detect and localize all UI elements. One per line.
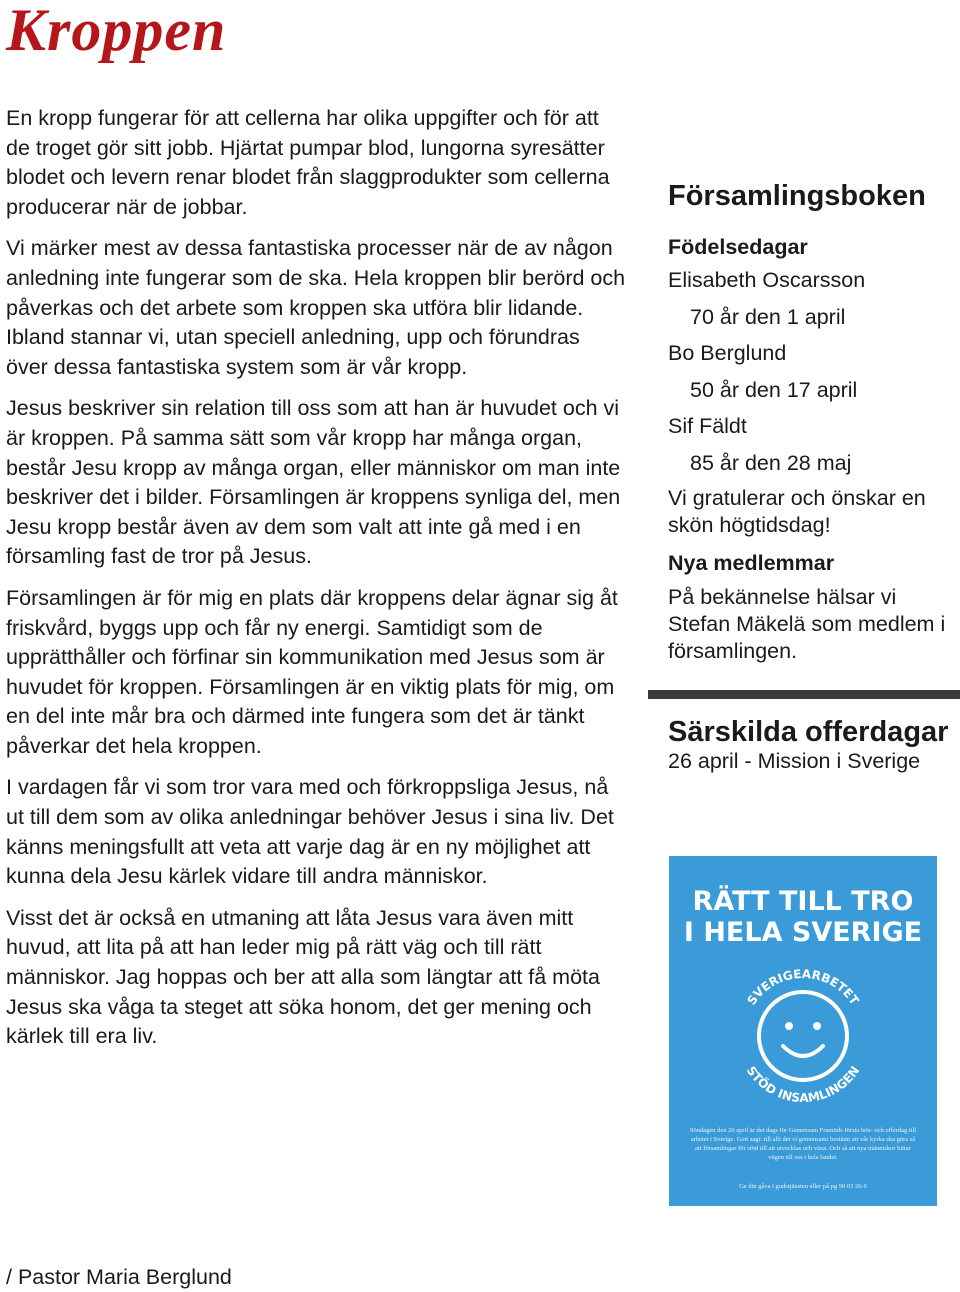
page-title: Kroppen xyxy=(6,0,227,63)
poster-headline xyxy=(669,886,937,948)
poster-headline-line: RÄTT TILL TRO xyxy=(692,886,914,917)
badge-bottom-text: STÖD INSAMLINGEN xyxy=(743,1063,863,1106)
congrats-text: Vi gratulerar och önskar en skön högtidsdag! xyxy=(668,486,926,537)
article-body xyxy=(6,104,626,1064)
sidebar-heading: Församlingsboken xyxy=(668,180,926,212)
sidebar-parish-book xyxy=(668,180,958,665)
birthday-name: Elisabeth Oscarsson xyxy=(668,268,866,292)
smiley-badge-icon xyxy=(723,956,883,1116)
new-members-text: På bekännelse hälsar vi Stefan Mäkelä som medlem i församlingen. xyxy=(668,585,946,663)
poster-small-print: Söndagen den 26 april är det dags för Gemensam Framtids första bön- och offerdag till arbetet i Sverige. Gott sagt: till allt det vi gemensamt bestämt att vår kyrka ska göra så att församlingar för stöd till att utvecklas och växa. Och så att nya människor hittar vägen till oss i hela landet. xyxy=(689,1127,917,1161)
article-paragraph: En kropp fungerar för att cellerna har olika uppgifter och för att de troget gör sitt jobb. Hjärtat pumpar blod, lungorna syresätter blodet och levern renar blodet från slaggprodukter som cellerna producerar när de jobbar. xyxy=(6,106,610,219)
article-paragraph: I vardagen får vi som tror vara med och förkroppsliga Jesus, nå ut till dem som av olika anledningar behöver Jesus i sina liv. Det känns meningsfullt att veta att varje dag är en ny möjlighet att kunna dela Jesu kärlek vidare till andra människor. xyxy=(6,775,614,889)
birthday-name: Bo Berglund xyxy=(668,341,787,365)
birthday-detail: 85 år den 28 maj xyxy=(690,450,852,475)
badge-top-text: SVERIGEARBETET xyxy=(744,966,862,1008)
article-paragraph: Jesus beskriver sin relation till oss som att han är huvudet och vi är kroppen. På samma sätt som vår kropp har många organ, består Jesu kropp av många organ, eller människor om man inte beskriver det i bilder. Församlingen är kroppens synliga del, men Jesu kropp består även av dem som valt att inte gå med i en församling fast de tror på Jesus. xyxy=(6,396,621,569)
birthday-detail: 50 år den 17 april xyxy=(690,377,858,402)
poster-headline-line: I HELA SVERIGE xyxy=(683,917,923,948)
article-paragraph: Vi märker mest av dessa fantastiska processer när de av någon anledning inte fungerar som de ska. Hela kroppen blir berörd och påverkas och det arbete som kroppen ska utföra blir lidande. Ibland stannar vi, utan speciell anledning, upp och förundras över dessa fantastiska system som är vår kropp. xyxy=(6,236,626,379)
campaign-poster xyxy=(669,856,937,1206)
birthdays-heading: Födelsedagar xyxy=(668,235,808,259)
offer-heading: Särskilda offerdagar xyxy=(668,716,949,748)
birthday-detail: 70 år den 1 april xyxy=(690,304,846,329)
poster-footer: Ge din gåva i gudstjänsten eller på pg 90 03 26-6 xyxy=(739,1183,867,1190)
sidebar-divider xyxy=(648,690,960,699)
article-paragraph: Församlingen är för mig en plats där kroppens delar ägnar sig åt friskvård, byggs upp och får ny energi. Samtidigt som de upprätthåller och förfinar sin kommunikation med Jesus som är huvudet för kroppen. Församlingen är en viktig plats för mig, om en del inte mår bra och därmed inte fungera som det är tänkt påverkar det hela kroppen. xyxy=(6,585,618,758)
sidebar-offer-days xyxy=(668,716,958,775)
offer-text: 26 april - Mission i Sverige xyxy=(668,749,921,773)
article-signature: / Pastor Maria Berglund xyxy=(6,1265,232,1289)
new-members-heading: Nya medlemmar xyxy=(668,551,835,575)
birthday-name: Sif Fäldt xyxy=(668,414,747,438)
article-paragraph: Visst det är också en utmaning att låta Jesus vara även mitt huvud, att lita på att han leder mig på rätt väg och till rätt människor. Jag hoppas och ber att alla som längtar att få möta Jesus ska våga ta steget att söka honom, det ger mening och kärlek till era liv. xyxy=(6,905,600,1049)
